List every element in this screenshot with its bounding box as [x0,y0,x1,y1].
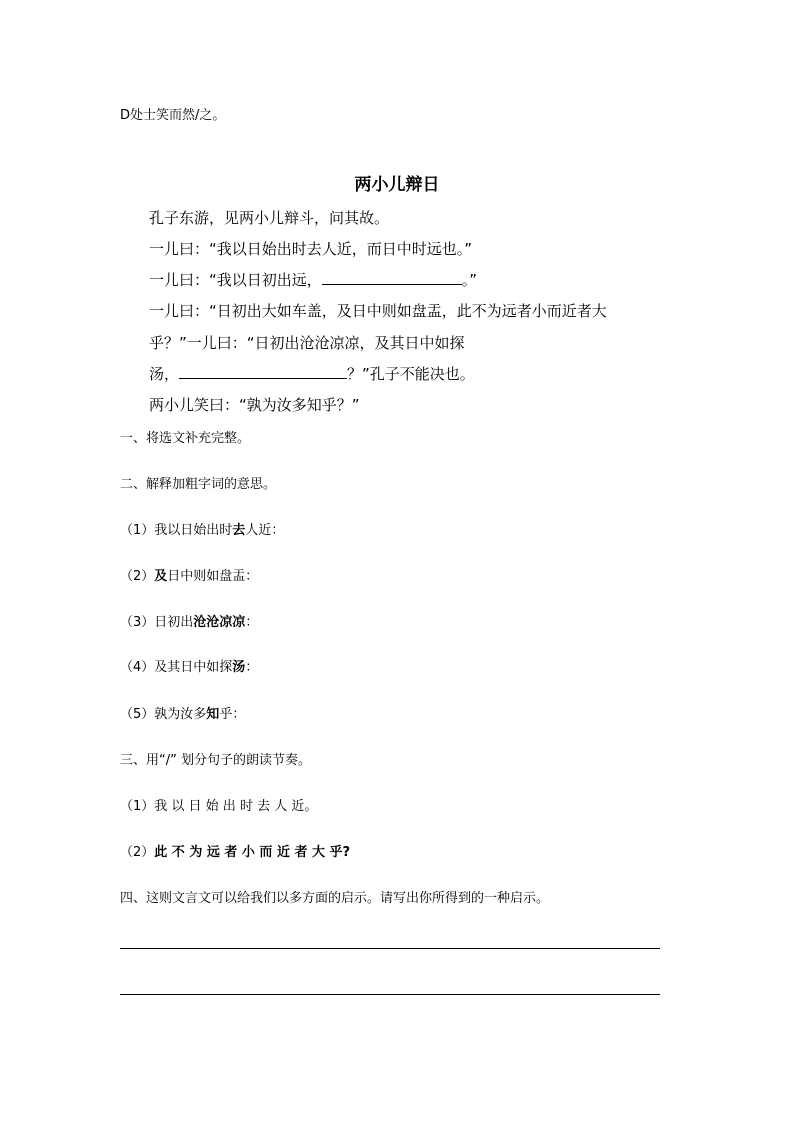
item-text-after: ： [245,660,259,675]
item-text-after: ： [245,615,259,630]
item-text-before: 日初出 [154,615,194,630]
question-3-item-2 [120,841,350,860]
item-text-before: 孰为汝多 [154,707,207,722]
answer-line-2[interactable] [120,994,660,995]
passage-line-6-end: ？”孔子不能决也。 [347,365,475,383]
item-text-before: 及其日中如探 [154,660,233,675]
question-2: 二、解释加粗字词的意思。 [120,477,277,492]
passage-line-3 [149,269,477,290]
item-number: （5） [120,707,155,722]
question-1: 一、将选文补充完整。 [120,431,251,446]
item-text-before: 我以日始出时 [154,523,233,538]
passage-line-5: 乎？”一儿曰：“日初出沧沧凉凉，及其日中如探 [149,334,465,352]
rhythm-sentence-2: 此 不 为 远 者 小 而 近 者 大 乎? [154,845,351,860]
item-number: （2） [120,845,155,860]
question-2-item-5 [120,703,245,722]
answer-line-1[interactable] [120,948,660,949]
passage-line-1: 孔子东游，见两小儿辩斗，问其故。 [149,209,390,227]
fill-blank-1[interactable] [322,270,462,285]
item-text-after: 人近： [245,523,285,538]
rhythm-sentence-1: 我 以 日 始 出 时 去 人 近。 [154,799,318,814]
passage-line-4: 一儿曰：“日初出大如车盖，及日中则如盘盂，此不为远者小而近者大 [149,302,607,320]
fill-blank-2[interactable] [179,364,347,379]
item-number: （1） [120,523,155,538]
question-2-item-1 [120,519,284,538]
bold-word: 沧沧凉凉 [193,615,246,630]
passage-line-3-start: 一儿曰：“我以日初出远， [149,271,322,289]
bold-word: 去 [232,523,246,538]
passage-line-2: 一儿曰：“我以日始出时去人近，而日中时远也。” [149,240,473,258]
item-number: （4） [120,660,155,675]
bold-word: 汤 [232,660,246,675]
previous-item-text: D处士笑而然/之。 [120,108,226,123]
question-2-item-4 [120,656,258,675]
question-2-item-2 [120,565,258,584]
passage-line-3-end: 。” [461,271,478,289]
passage-line-6 [149,363,475,384]
passage-title: 两小儿辩日 [354,175,440,195]
item-text-after: 乎： [219,707,246,722]
question-2-item-3 [120,611,258,630]
item-number: （1） [120,799,155,814]
bold-word: 知 [206,707,220,722]
passage-line-7: 两小儿笑曰：“孰为汝多知乎？” [149,396,360,414]
question-4: 四、这则文言文可以给我们以多方面的启示。请写出你所得到的一种启示。 [120,891,550,906]
bold-word: 及 [154,569,168,584]
item-number: （2） [120,569,155,584]
question-3: 三、用“/” 划分句子的朗读节奏。 [120,753,311,768]
question-3-item-1 [120,795,317,814]
item-number: （3） [120,615,155,630]
passage-line-6-start: 汤， [149,365,180,383]
item-text-after: 日中则如盘盂： [167,569,259,584]
